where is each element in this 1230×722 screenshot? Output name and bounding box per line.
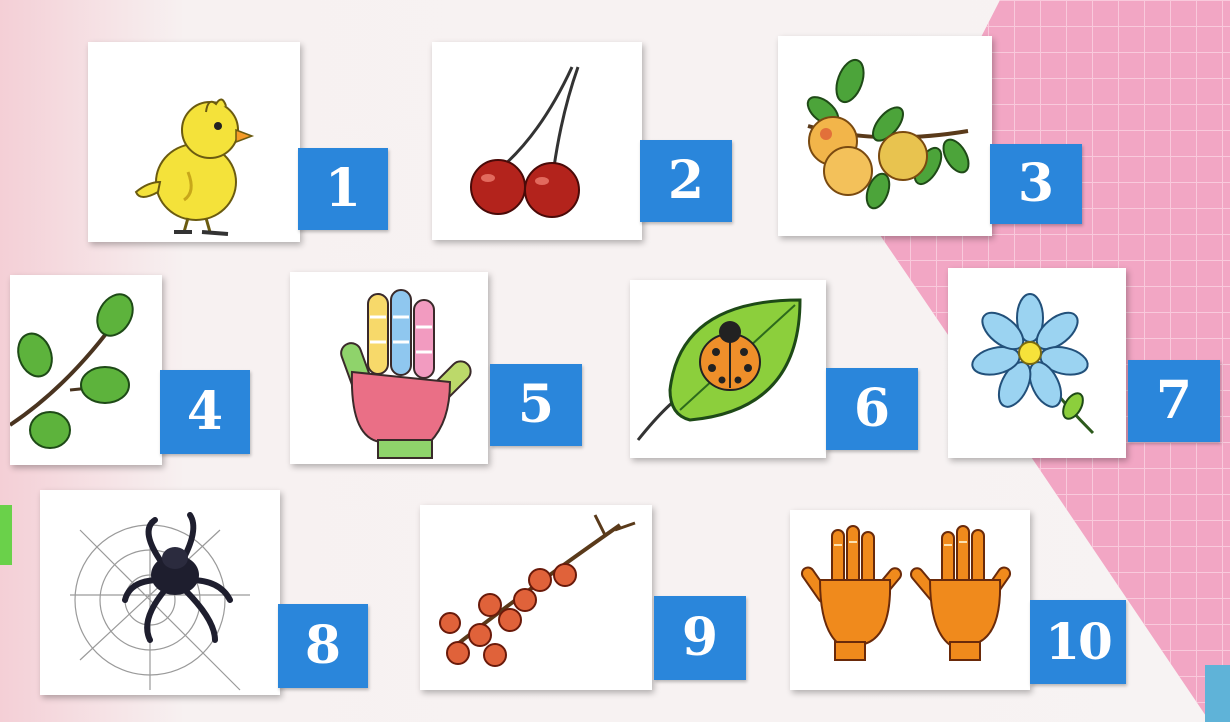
picture-card-9 <box>420 505 652 690</box>
picture-card-1 <box>88 42 300 242</box>
number-tile-4: 4 <box>160 370 250 454</box>
picture-card-5 <box>290 272 488 464</box>
picture-card-3 <box>778 36 992 236</box>
spider-on-web-icon <box>40 490 280 695</box>
picture-card-4 <box>10 275 162 465</box>
number-tile-10: 10 <box>1030 600 1126 684</box>
cherries-icon <box>432 42 642 240</box>
number-tile-9: 9 <box>654 596 746 680</box>
apple-branch-icon <box>778 36 992 236</box>
glove-icon <box>290 272 488 464</box>
ladybug-on-leaf-icon <box>630 280 826 458</box>
number-tile-5: 5 <box>490 364 582 446</box>
berry-branch-icon <box>420 505 652 690</box>
number-tile-8: 8 <box>278 604 368 688</box>
chick-icon <box>88 42 300 242</box>
picture-card-7 <box>948 268 1126 458</box>
picture-card-2 <box>432 42 642 240</box>
picture-card-10 <box>790 510 1030 690</box>
blue-flower-icon <box>948 268 1126 458</box>
number-tile-6: 6 <box>826 368 918 450</box>
picture-card-6 <box>630 280 826 458</box>
mittens-pair-icon <box>790 510 1030 690</box>
number-tile-1: 1 <box>298 148 388 230</box>
leafy-twig-icon <box>10 275 162 465</box>
picture-card-8 <box>40 490 280 695</box>
number-tile-7: 7 <box>1128 360 1220 442</box>
number-tile-2: 2 <box>640 140 732 222</box>
number-tile-3: 3 <box>990 144 1082 224</box>
